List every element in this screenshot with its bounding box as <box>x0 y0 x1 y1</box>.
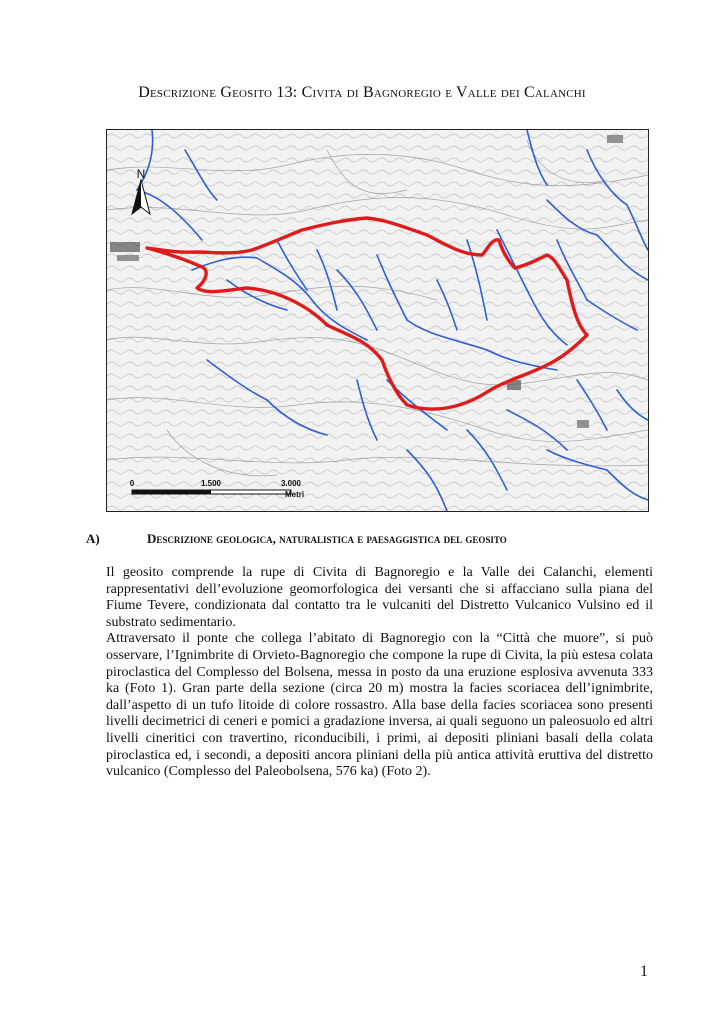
paragraph-2: Attraversato il ponte che collega l’abitato di Bagnoregio con la “Città che muore”, si può osservare, l’Ignimbrite di Orvieto-Bagnoregio che compone la rupe di Civita, la più estesa colata piroclastica del Complesso del Bolsena, messa in posto da una eruzione esplosiva avvenuta 333 ka (Foto 1). Gran parte della sezione (circa 20 m) mostra la facies scoriacea dell’ignimbrite, dall’aspetto di un tufo litoide di colore rossastro. Alla base della facies scoriacea sono presenti livelli decimetrici di ceneri e pomici a gradazione inversa, ai quali seguono un paleosuolo ed altri livelli cineritici con travertino, riconducibili, i primi, ai depositi pliniani basali della colata piroclastica ed, i secondi, a depositi ancora pliniani della più antica attività eruttiva del distretto vulcanico (Complesso del Paleobolsena, 576 ka) (Foto 2). <box>106 631 653 780</box>
section-header <box>86 531 646 551</box>
body-text <box>106 565 653 781</box>
section-heading: Descrizione geologica, naturalistica e paesaggistica del geosito <box>147 531 507 546</box>
scale-label-2: 3.000 <box>280 479 302 488</box>
scale-unit: Metri <box>285 490 305 499</box>
geosite-map <box>106 129 649 512</box>
page-title: Descrizione Geosito 13: Civita di Bagnoregio e Valle dei Calanchi <box>138 84 586 101</box>
paragraph-1: Il geosito comprende la rupe di Civita di Bagnoregio e la Valle dei Calanchi, elementi rappresentativi dell’evoluzione geomorfologica dei versanti che si affacciano sulla piana del Fiume Tevere, condizionata dal contatto tra le vulcaniti del Distretto Vulcanico Vulsino ed il substrato sedimentario. <box>106 565 653 630</box>
scale-label-1: 1.500 <box>200 479 222 488</box>
section-letter: A) <box>86 531 100 546</box>
north-label: N <box>136 167 146 181</box>
scale-label-0: 0 <box>129 479 135 488</box>
page-number: 1 <box>640 963 648 980</box>
